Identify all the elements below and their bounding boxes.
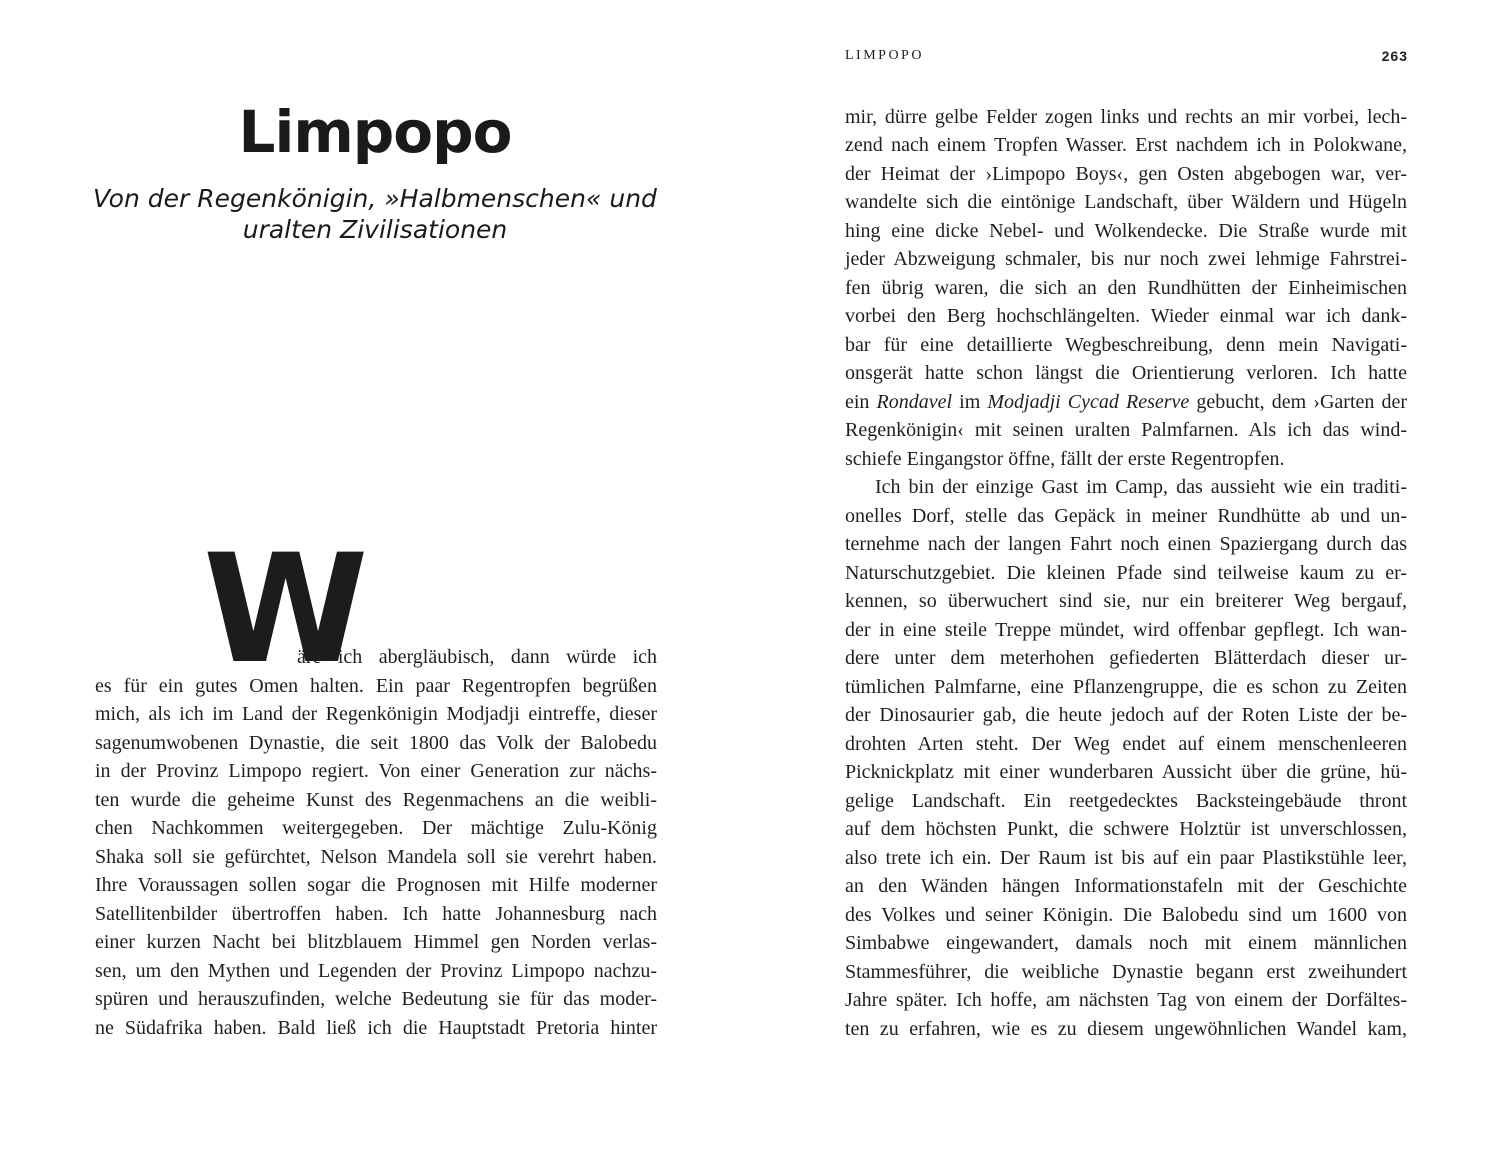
- body-line: jeder Abzweigung schmaler, bis nur noch zwei lehmige Fahrstrei-: [845, 248, 1407, 270]
- right-page: [750, 0, 1500, 1154]
- body-line: Stammesführer, die weibliche Dynastie begann erst zweihundert: [845, 961, 1407, 983]
- body-line: wandelte sich die eintönige Landschaft, über Wäldern und Hügeln: [845, 191, 1407, 213]
- italic-term: Rondavel: [876, 391, 953, 413]
- body-line: sen, um den Mythen und Legenden der Provinz Limpopo nachzu-: [95, 960, 657, 982]
- body-line: Naturschutzgebiet. Die kleinen Pfade sind teilweise kaum zu er-: [845, 562, 1407, 584]
- chapter-subtitle-line: Von der Regenkönigin, »Halbmenschen« und: [93, 184, 657, 213]
- body-line: mir, dürre gelbe Felder zogen links und rechts an mir vorbei, lech-: [845, 106, 1407, 128]
- body-line: Picknickplatz mit einer wunderbaren Aussicht über die grüne, hü-: [845, 761, 1407, 783]
- body-line: spüren und herauszufinden, welche Bedeutung sie für das moder-: [95, 988, 657, 1010]
- body-line: gelige Landschaft. Ein reetgedecktes Backsteingebäude thront: [845, 790, 1407, 812]
- body-line: ten zu erfahren, wie es zu diesem ungewöhnlichen Wandel kam,: [845, 1018, 1407, 1040]
- body-line: der Dinosaurier gab, die heute jedoch auf der Roten Liste der be-: [845, 704, 1407, 726]
- chapter-subtitle-line: uralten Zivilisationen: [242, 215, 508, 244]
- body-line: bar für eine detaillierte Wegbeschreibung, denn mein Navigati-: [845, 334, 1407, 356]
- body-line: ten wurde die geheime Kunst des Regenmachens an die weibli-: [95, 789, 657, 811]
- body-line: vorbei den Berg hochschlängelten. Wieder einmal war ich dank-: [845, 305, 1407, 327]
- body-line: tümlichen Palmfarne, eine Pflanzengruppe, die es schon zu Zeiten: [845, 676, 1407, 698]
- body-line: Satellitenbilder übertroffen haben. Ich hatte Johannesburg nach: [95, 903, 657, 925]
- body-line: der Heimat der ›Limpopo Boys‹, gen Osten abgebogen war, ver-: [845, 163, 1407, 185]
- body-line: Jahre später. Ich hoffe, am nächsten Tag von einem der Dorfältes-: [845, 989, 1407, 1011]
- body-line: hing eine dicke Nebel- und Wolkendecke. Die Straße wurde mit: [845, 220, 1407, 242]
- body-line: zend nach einem Tropfen Wasser. Erst nachdem ich in Polokwane,: [845, 134, 1407, 156]
- body-line: Ich bin der einzige Gast im Camp, das aussieht wie ein traditi-: [875, 476, 1407, 498]
- body-line: Regenkönigin‹ mit seinen uralten Palmfarnen. Als ich das wind-: [845, 419, 1407, 441]
- body-line: dere unter dem meterhohen gefiederten Blätterdach dieser ur-: [845, 647, 1407, 669]
- body-line: onsgerät hatte schon längst die Orientierung verloren. Ich hatte: [845, 362, 1407, 384]
- italic-term: Modjadji Cycad Reserve: [987, 391, 1190, 413]
- text-run: ein: [845, 391, 877, 413]
- body-line: chen Nachkommen weitergegeben. Der mächtige Zulu-König: [95, 817, 657, 839]
- text-run: im: [952, 391, 988, 413]
- body-line: des Volkes und seiner Königin. Die Balobedu sind um 1600 von: [845, 904, 1407, 926]
- body-line: ternehme nach der langen Fahrt noch einen Spaziergang durch das: [845, 533, 1407, 555]
- body-line-with-italics: [845, 388, 1407, 417]
- body-line: einer kurzen Nacht bei blitzblauem Himmel gen Norden verlas-: [95, 931, 657, 953]
- body-line: der in eine steile Treppe mündet, wird offenbar gepflegt. Ich wan-: [845, 619, 1407, 641]
- running-head: LIMPOPO: [845, 48, 924, 63]
- body-line: mich, als ich im Land der Regenkönigin Modjadji eintreffe, dieser: [95, 703, 657, 725]
- body-line: in der Provinz Limpopo regiert. Von einer Generation zur nächs-: [95, 760, 657, 782]
- body-line: Shaka soll sie gefürchtet, Nelson Mandela soll sie verehrt haben.: [95, 846, 657, 868]
- chapter-title: Limpopo: [238, 98, 512, 166]
- body-line: ne Südafrika haben. Bald ließ ich die Hauptstadt Pretoria hinter: [95, 1017, 657, 1039]
- body-line: sagenumwobenen Dynastie, die seit 1800 das Volk der Balobedu: [95, 732, 657, 754]
- body-line: äre ich abergläubisch, dann würde ich: [297, 646, 657, 668]
- drop-cap: W: [203, 523, 363, 697]
- body-line: Simbabwe eingewandert, damals noch mit einem männlichen: [845, 932, 1407, 954]
- body-line: es für ein gutes Omen halten. Ein paar Regentropfen begrüßen: [95, 675, 657, 697]
- body-line: fen übrig waren, die sich an den Rundhütten der Einheimischen: [845, 277, 1407, 299]
- text-run: gebucht, dem ›Garten der: [1189, 391, 1408, 413]
- body-line: auf dem höchsten Punkt, die schwere Holztür ist unverschlossen,: [845, 818, 1407, 840]
- body-line: schiefe Eingangstor öffne, fällt der erste Regentropfen.: [845, 448, 1285, 470]
- body-line: onelles Dorf, stelle das Gepäck in meiner Rundhütte ab und un-: [845, 505, 1407, 527]
- page-number: 263: [1381, 48, 1408, 64]
- body-line: drohten Arten steht. Der Weg endet auf einem menschenleeren: [845, 733, 1407, 755]
- chapter-subtitle: [90, 183, 660, 245]
- body-line: kennen, so überwuchert sind sie, nur ein breiterer Weg bergauf,: [845, 590, 1407, 612]
- body-line: an den Wänden hängen Informationstafeln mit der Geschichte: [845, 875, 1407, 897]
- body-line: Ihre Voraussagen sollen sogar die Prognosen mit Hilfe moderner: [95, 874, 657, 896]
- body-line: also trete ich ein. Der Raum ist bis auf ein paar Plastikstühle leer,: [845, 847, 1407, 869]
